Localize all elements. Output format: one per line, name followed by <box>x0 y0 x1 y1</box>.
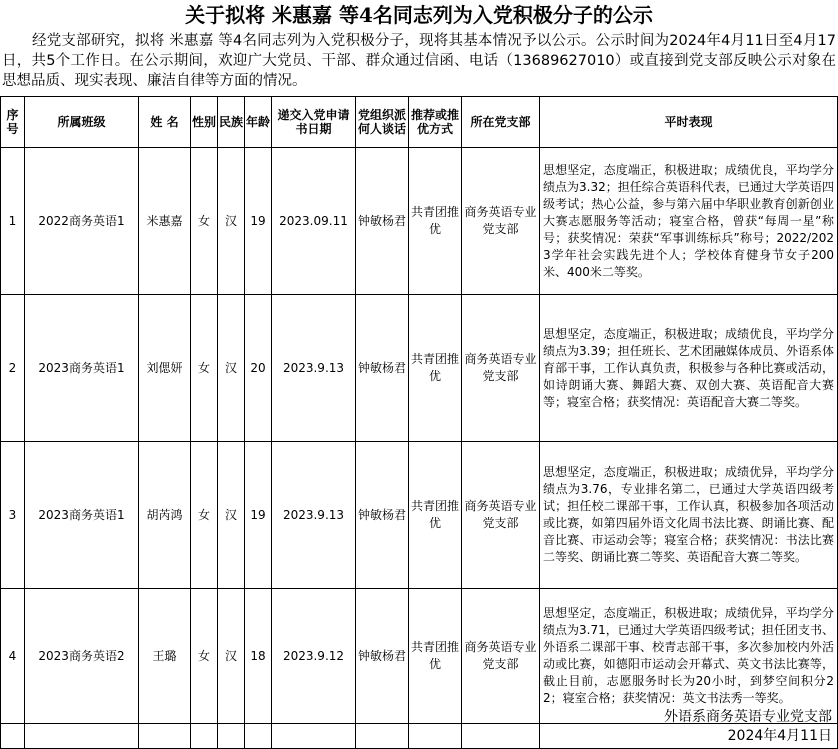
cell-name: 刘偲妍 <box>139 295 191 442</box>
cell-branch: 商务英语专业党支部 <box>462 148 540 295</box>
cell-performance: 思想坚定，态度端正，积极进取；成绩优良，平均学分绩点为3.32；担任综合英语科代表，已通过大学英语四级考试；热心公益，参与第六届中华职业教育创新创业大赛志愿服务等活动；寝室合格，曾获“每周一星”称号；获奖情况：荣获“军事训练标兵”称号；2022/2023学年社会实践先进个人；学校体育健身节女子200米、400米二等奖。 <box>540 148 838 295</box>
cell-gender: 女 <box>191 295 218 442</box>
footer-organization: 外语系商务英语专业党支部 <box>664 709 832 725</box>
header-branch: 所在党支部 <box>462 97 540 148</box>
candidate-table <box>0 96 838 749</box>
cell-talker: 钟敏杨君 <box>356 148 409 295</box>
cell-class: 2022商务英语1 <box>25 148 139 295</box>
cell-talker: 钟敏杨君 <box>356 295 409 442</box>
cell-method: 共青团推优 <box>409 442 462 589</box>
cell-ethnic: 汉 <box>218 148 245 295</box>
notice-intro: 经党支部研究，拟将 米惠嘉 等4名同志列为入党积极分子，现将其基本情况予以公示。公示时间为2024年4月11日至4月17日，共5个工作日。在公示期间，欢迎广大党员、干部、群众通过信函、电话（13689627010）或直接到党支部反映公示对象在思想品质、现实表现、廉洁自律等方面的情况。 <box>2 33 836 89</box>
header-method: 推荐或推优方式 <box>409 97 462 148</box>
cell-ethnic: 汉 <box>218 589 245 724</box>
cell-performance: 思想坚定，态度端正，积极进取；成绩优良，平均学分绩点为3.39；担任班长、艺术团融媒体成员、外语系体育部干事，工作认真负责，积极参与各种比赛或活动，如诗朗诵大赛、舞蹈大赛、双创大赛、英语配音大赛等；寝室合格；获奖情况：英语配音大赛二等奖。 <box>540 295 838 442</box>
blank-cell <box>218 724 245 749</box>
cell-performance: 思想坚定，态度端正，积极进取；成绩优异，平均学分绩点为3.71，已通过大学英语四级考试；担任团支书、外语系二课部干事、校青志部干事，多次参加校内外活动或比赛，如德阳市运动会开幕式、英文书法比赛等，截止目前，志愿服务时长为20小时，到梦空间积分22；寝室合格；获奖情况：英文书法秀一等奖。 <box>540 589 838 724</box>
cell-method: 共青团推优 <box>409 589 462 724</box>
cell-no: 3 <box>1 442 25 589</box>
blank-cell <box>25 724 139 749</box>
cell-application-date: 2023.9.12 <box>272 589 356 724</box>
header-name: 姓 名 <box>139 97 191 148</box>
blank-cell <box>1 724 25 749</box>
header-class: 所属班级 <box>25 97 139 148</box>
cell-name: 胡芮鸿 <box>139 442 191 589</box>
cell-method: 共青团推优 <box>409 295 462 442</box>
header-application-date: 递交入党申请书日期 <box>272 97 356 148</box>
blank-cell <box>191 724 218 749</box>
cell-talker: 钟敏杨君 <box>356 442 409 589</box>
cell-age: 18 <box>245 589 272 724</box>
header-ethnic: 民族 <box>218 97 245 148</box>
header-no: 序号 <box>1 97 25 148</box>
blank-cell <box>245 724 272 749</box>
cell-no: 2 <box>1 295 25 442</box>
cell-class: 2023商务英语2 <box>25 589 139 724</box>
table-row <box>1 442 838 589</box>
cell-name: 米惠嘉 <box>139 148 191 295</box>
notice-title: 关于拟将 米惠嘉 等4名同志列为入党积极分子的公示 <box>185 3 653 27</box>
cell-no: 1 <box>1 148 25 295</box>
table-header-row <box>1 97 838 148</box>
table-row <box>1 295 838 442</box>
cell-branch: 商务英语专业党支部 <box>462 295 540 442</box>
cell-age: 19 <box>245 442 272 589</box>
blank-cell <box>356 724 409 749</box>
cell-gender: 女 <box>191 442 218 589</box>
footer-date: 2024年4月11日 <box>727 728 832 744</box>
cell-ethnic: 汉 <box>218 295 245 442</box>
header-performance: 平时表现 <box>540 97 838 148</box>
blank-cell <box>272 724 356 749</box>
cell-method: 共青团推优 <box>409 148 462 295</box>
cell-application-date: 2023.9.13 <box>272 442 356 589</box>
header-age: 年龄 <box>245 97 272 148</box>
cell-age: 19 <box>245 148 272 295</box>
cell-gender: 女 <box>191 148 218 295</box>
cell-age: 20 <box>245 295 272 442</box>
cell-class: 2023商务英语1 <box>25 442 139 589</box>
cell-gender: 女 <box>191 589 218 724</box>
cell-no: 4 <box>1 589 25 724</box>
cell-ethnic: 汉 <box>218 442 245 589</box>
blank-cell <box>139 724 191 749</box>
header-gender: 性别 <box>191 97 218 148</box>
cell-branch: 商务英语专业党支部 <box>462 589 540 724</box>
cell-name: 王璐 <box>139 589 191 724</box>
table-row <box>1 589 838 724</box>
table-row <box>1 148 838 295</box>
cell-application-date: 2023.09.11 <box>272 148 356 295</box>
cell-branch: 商务英语专业党支部 <box>462 442 540 589</box>
cell-performance: 思想坚定，态度端正，积极进取；成绩优异，平均学分绩点为3.76，专业排名第二，已通过大学英语四级考试；担任校二课部干事，工作认真，积极参加各项活动或比赛，如第四届外语文化周书法比赛、朗诵比赛、配音比赛、市运动会等；寝室合格；获奖情况：书法比赛二等奖、朗诵比赛二等奖、英语配音大赛二等奖。 <box>540 442 838 589</box>
cell-talker: 钟敏杨君 <box>356 589 409 724</box>
cell-application-date: 2023.9.13 <box>272 295 356 442</box>
cell-class: 2023商务英语1 <box>25 295 139 442</box>
header-talker: 党组织派何人谈话 <box>356 97 409 148</box>
